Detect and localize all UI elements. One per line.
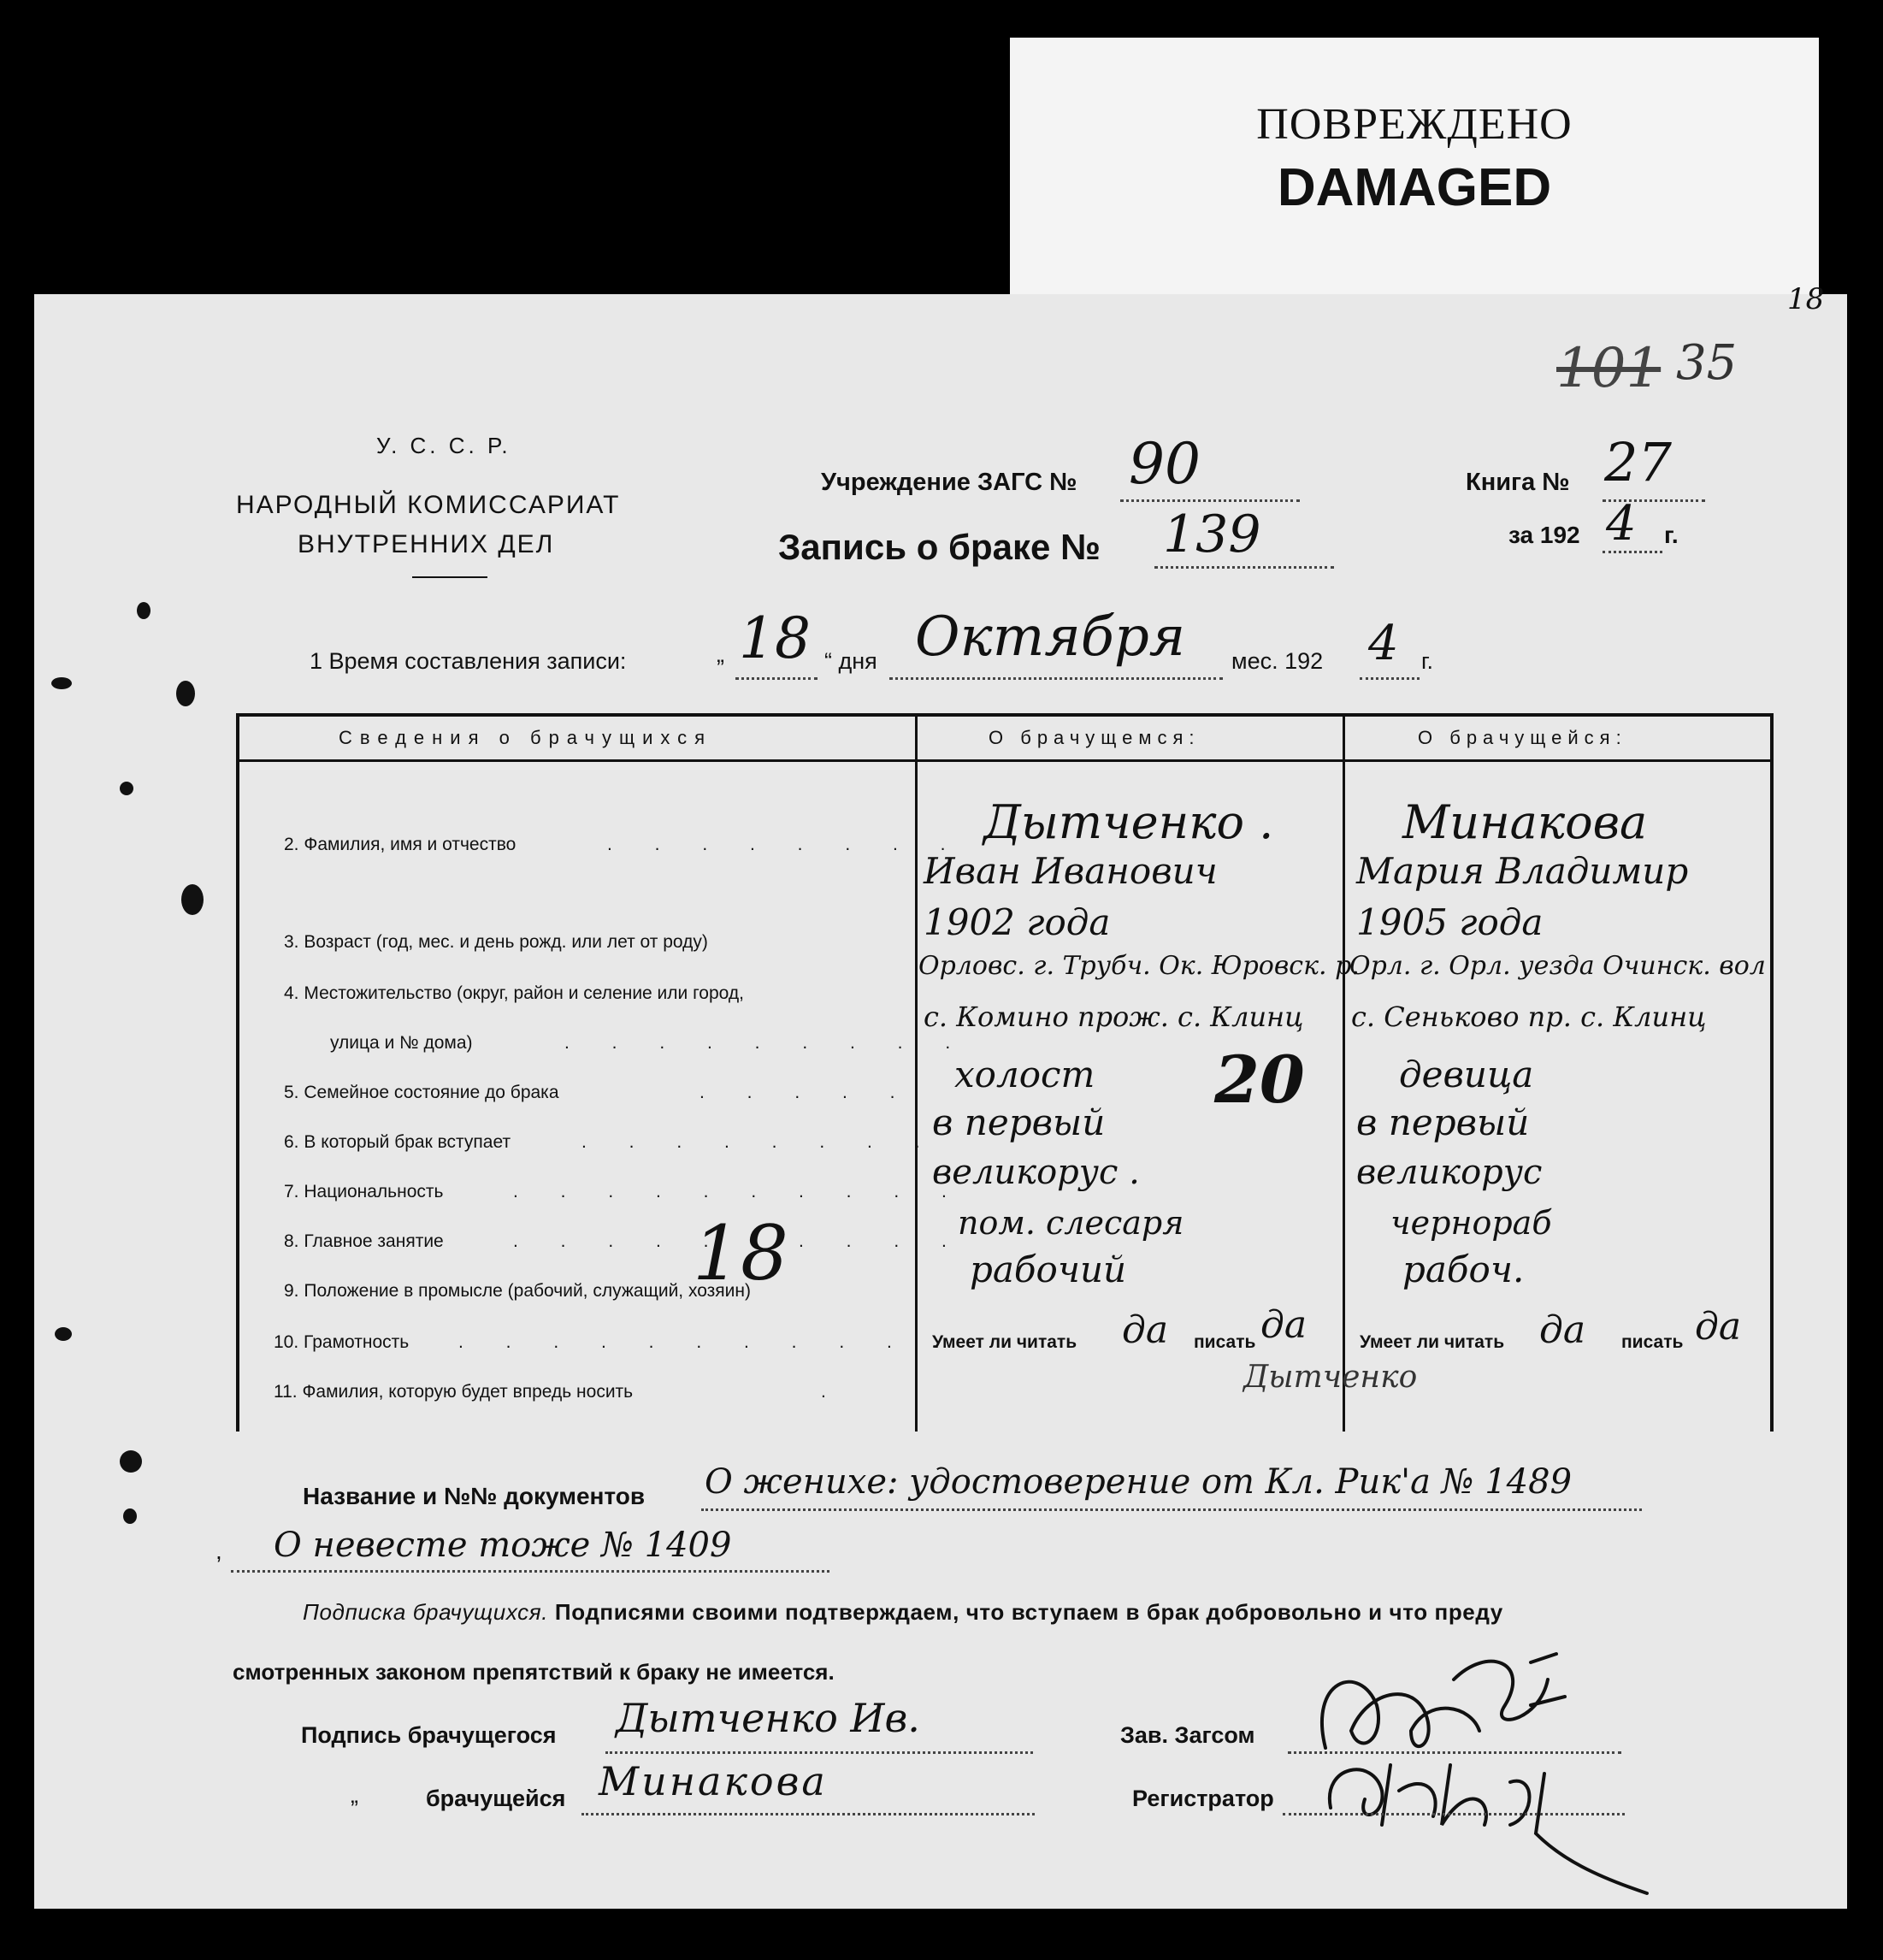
row-dots: . . . . . . . . . bbox=[564, 1033, 970, 1053]
row-label-name: 2. Фамилия, имя и отчество bbox=[284, 835, 516, 854]
damaged-label-card bbox=[1010, 38, 1819, 311]
zags-head-label: Зав. Загсом bbox=[1120, 1722, 1255, 1748]
year-prefix: за 192 bbox=[1508, 522, 1580, 548]
record-time-day-label: “ дня bbox=[824, 648, 877, 674]
zags-label: Учреждение ЗАГС № bbox=[821, 469, 1077, 496]
col-header-bride: О брачущейся: bbox=[1418, 727, 1627, 748]
row-label-marital-status: 5. Семейное состояние до брака bbox=[284, 1083, 559, 1102]
bride-surname: Минакова bbox=[1402, 795, 1648, 849]
archive-number: 35 bbox=[1676, 335, 1738, 391]
damaged-label-ru: ПОВРЕЖДЕНО bbox=[1256, 100, 1573, 149]
groom-signature-line bbox=[605, 1751, 1033, 1754]
row-dots: . bbox=[821, 1382, 845, 1402]
row-dots: . . . . . . . . . . bbox=[513, 1231, 965, 1251]
groom-write-label: писать bbox=[1194, 1332, 1256, 1352]
bride-can-write: да bbox=[1695, 1305, 1742, 1349]
bride-given-names: Мария Владимир bbox=[1356, 850, 1689, 892]
header-underline bbox=[412, 576, 487, 578]
punch-hole bbox=[181, 884, 204, 915]
row-dots: . . . . . . . . bbox=[607, 835, 965, 854]
groom-position: рабочий bbox=[970, 1249, 1127, 1290]
bride-residence-2: с. Сеньково пр. с. Клинц bbox=[1351, 1001, 1707, 1033]
groom-signature: Дытченко Ив. bbox=[616, 1695, 920, 1741]
table-col-divider-1 bbox=[915, 713, 918, 1432]
groom-marital-status: холост bbox=[954, 1054, 1095, 1095]
record-time-month-label: мес. 192 bbox=[1231, 648, 1324, 674]
punch-hole bbox=[51, 677, 72, 689]
bride-write-label: писать bbox=[1621, 1332, 1684, 1352]
table-left-border bbox=[236, 713, 239, 1432]
bride-signature: Минакова bbox=[599, 1758, 828, 1804]
record-title: Запись о браке № bbox=[778, 527, 1101, 567]
row-label-occupation: 8. Главное занятие bbox=[284, 1231, 444, 1251]
record-number: 139 bbox=[1163, 505, 1261, 564]
groom-birth-year: 1902 года bbox=[924, 901, 1111, 943]
row-label-age: 3. Возраст (год, мес. и день рожд. или лет от роду) bbox=[284, 932, 708, 952]
sheet-number: 18 bbox=[1787, 282, 1825, 316]
margin-age-groom: 18 bbox=[693, 1209, 788, 1297]
bride-marriage-count: в первый bbox=[1356, 1101, 1530, 1143]
bride-nationality: великорус bbox=[1356, 1153, 1543, 1192]
documents-line1: О женихе: удостоверение от Кл. Рик'а № 1489 bbox=[705, 1462, 1573, 1502]
table-header-border bbox=[236, 759, 1774, 762]
bride-signature-line bbox=[581, 1813, 1035, 1815]
table-right-border bbox=[1770, 713, 1774, 1432]
zags-number-line bbox=[1120, 499, 1300, 502]
commissariat-line2: ВНУТРЕННИХ ДЕЛ bbox=[298, 530, 555, 558]
row-label-marriage-count: 6. В который брак вступает bbox=[284, 1132, 511, 1152]
bride-residence-1: Орл. г. Орл. уезда Очинск. вол bbox=[1349, 951, 1766, 981]
groom-residence-2: с. Комино прож. с. Клинц bbox=[924, 1001, 1304, 1033]
groom-marriage-count: в первый bbox=[932, 1101, 1106, 1143]
documents-line2-prefix: , bbox=[215, 1538, 222, 1564]
row-dots: . . . . . . . . bbox=[581, 1132, 939, 1152]
col-header-groom: О брачущемся: bbox=[989, 727, 1201, 748]
row-label-nationality: 7. Национальность bbox=[284, 1182, 444, 1201]
record-year-line bbox=[1360, 677, 1420, 680]
future-surname: Дытченко bbox=[1243, 1360, 1418, 1395]
month-line bbox=[889, 677, 1223, 680]
punch-hole bbox=[120, 782, 133, 795]
damaged-label-en: DAMAGED bbox=[1277, 158, 1552, 217]
day-line bbox=[735, 677, 818, 680]
zags-number: 90 bbox=[1129, 431, 1201, 497]
declaration-line1 bbox=[303, 1599, 1503, 1626]
groom-signature-label: Подпись брачущегося bbox=[301, 1722, 557, 1748]
groom-surname: Дытченко . bbox=[983, 795, 1274, 849]
groom-residence-1: Орловс. г. Трубч. Ок. Юровск. р. bbox=[918, 951, 1360, 981]
table-top-border bbox=[236, 713, 1774, 717]
record-time-suffix: г. bbox=[1421, 648, 1434, 674]
bride-read-label: Умеет ли читать bbox=[1360, 1332, 1505, 1352]
groom-can-read: да bbox=[1122, 1308, 1169, 1352]
groom-given-names: Иван Иванович bbox=[924, 850, 1218, 892]
punch-hole bbox=[120, 1450, 142, 1473]
row-label-literacy: 10. Грамотность bbox=[274, 1332, 410, 1352]
archive-number-struck: 101 bbox=[1556, 337, 1662, 400]
declaration-lead: Подписка брачущихся. bbox=[303, 1599, 549, 1625]
bride-occupation: чернораб bbox=[1390, 1204, 1552, 1242]
row-dots: . . . . . . . . . . . bbox=[458, 1332, 959, 1352]
book-label: Книга № bbox=[1466, 469, 1570, 496]
registrar-label: Регистратор bbox=[1132, 1786, 1274, 1811]
year-line bbox=[1603, 551, 1662, 553]
record-day: 18 bbox=[739, 605, 811, 671]
row-label-position: 9. Положение в промысле (рабочий, служащий, хозяин) bbox=[284, 1281, 751, 1301]
punch-hole bbox=[55, 1327, 72, 1341]
record-number-line bbox=[1154, 566, 1334, 569]
row-dots: . . . . . . . . . . bbox=[513, 1182, 965, 1201]
commissariat-line1: НАРОДНЫЙ КОМИССАРИАТ bbox=[236, 491, 621, 519]
documents-line1-dots bbox=[701, 1508, 1642, 1511]
col-header-info: Сведения о брачущихся bbox=[339, 727, 713, 748]
punch-hole bbox=[176, 681, 195, 706]
punch-hole bbox=[123, 1508, 137, 1524]
year-suffix: г. bbox=[1664, 522, 1679, 548]
bride-birth-year: 1905 года bbox=[1356, 901, 1544, 943]
groom-can-write: да bbox=[1260, 1303, 1307, 1347]
book-number: 27 bbox=[1604, 431, 1672, 493]
bride-can-read: да bbox=[1539, 1308, 1586, 1352]
bride-signature-prefix: „ bbox=[351, 1782, 358, 1808]
row-label-residence-cont: улица и № дома) bbox=[330, 1033, 473, 1053]
table-col-divider-2 bbox=[1343, 713, 1345, 1432]
declaration-line2: смотренных законом препятствий к браку не имеется. bbox=[233, 1659, 835, 1685]
margin-age-bride: 20 bbox=[1214, 1042, 1305, 1118]
groom-nationality: великорус . bbox=[932, 1153, 1140, 1192]
groom-occupation: пом. слесаря bbox=[958, 1204, 1184, 1242]
bride-signature-label: брачущейся bbox=[426, 1786, 566, 1811]
groom-read-label: Умеет ли читать bbox=[932, 1332, 1077, 1352]
record-time-label: 1 Время составления записи: bbox=[310, 648, 627, 674]
row-label-residence: 4. Местожительство (округ, район и селение или город, bbox=[284, 983, 744, 1003]
republic-heading: У. С. С. Р. bbox=[376, 433, 511, 458]
declaration-text1: Подписями своими подтверждаем, что вступаем в брак добровольно и что преду bbox=[554, 1599, 1503, 1625]
registrar-signature bbox=[1305, 1731, 1664, 1902]
punch-hole bbox=[137, 602, 151, 619]
marriage-record-sheet bbox=[34, 282, 1847, 1909]
record-year-digit: 4 bbox=[1368, 616, 1399, 671]
documents-label: Название и №№ документов bbox=[303, 1483, 646, 1509]
documents-line2-dots bbox=[231, 1570, 829, 1573]
row-label-future-surname: 11. Фамилия, которую будет впредь носить bbox=[274, 1382, 634, 1402]
row-dots: . . . . . bbox=[699, 1083, 914, 1102]
year-digit: 4 bbox=[1606, 496, 1637, 552]
bride-position: рабоч. bbox=[1402, 1249, 1525, 1290]
documents-line2: О невесте тоже № 1409 bbox=[274, 1526, 732, 1565]
record-time-open-quote: „ bbox=[717, 641, 724, 667]
record-month: Октября bbox=[915, 605, 1186, 669]
registrar-line bbox=[1283, 1813, 1625, 1815]
bride-marital-status: девица bbox=[1399, 1054, 1534, 1095]
